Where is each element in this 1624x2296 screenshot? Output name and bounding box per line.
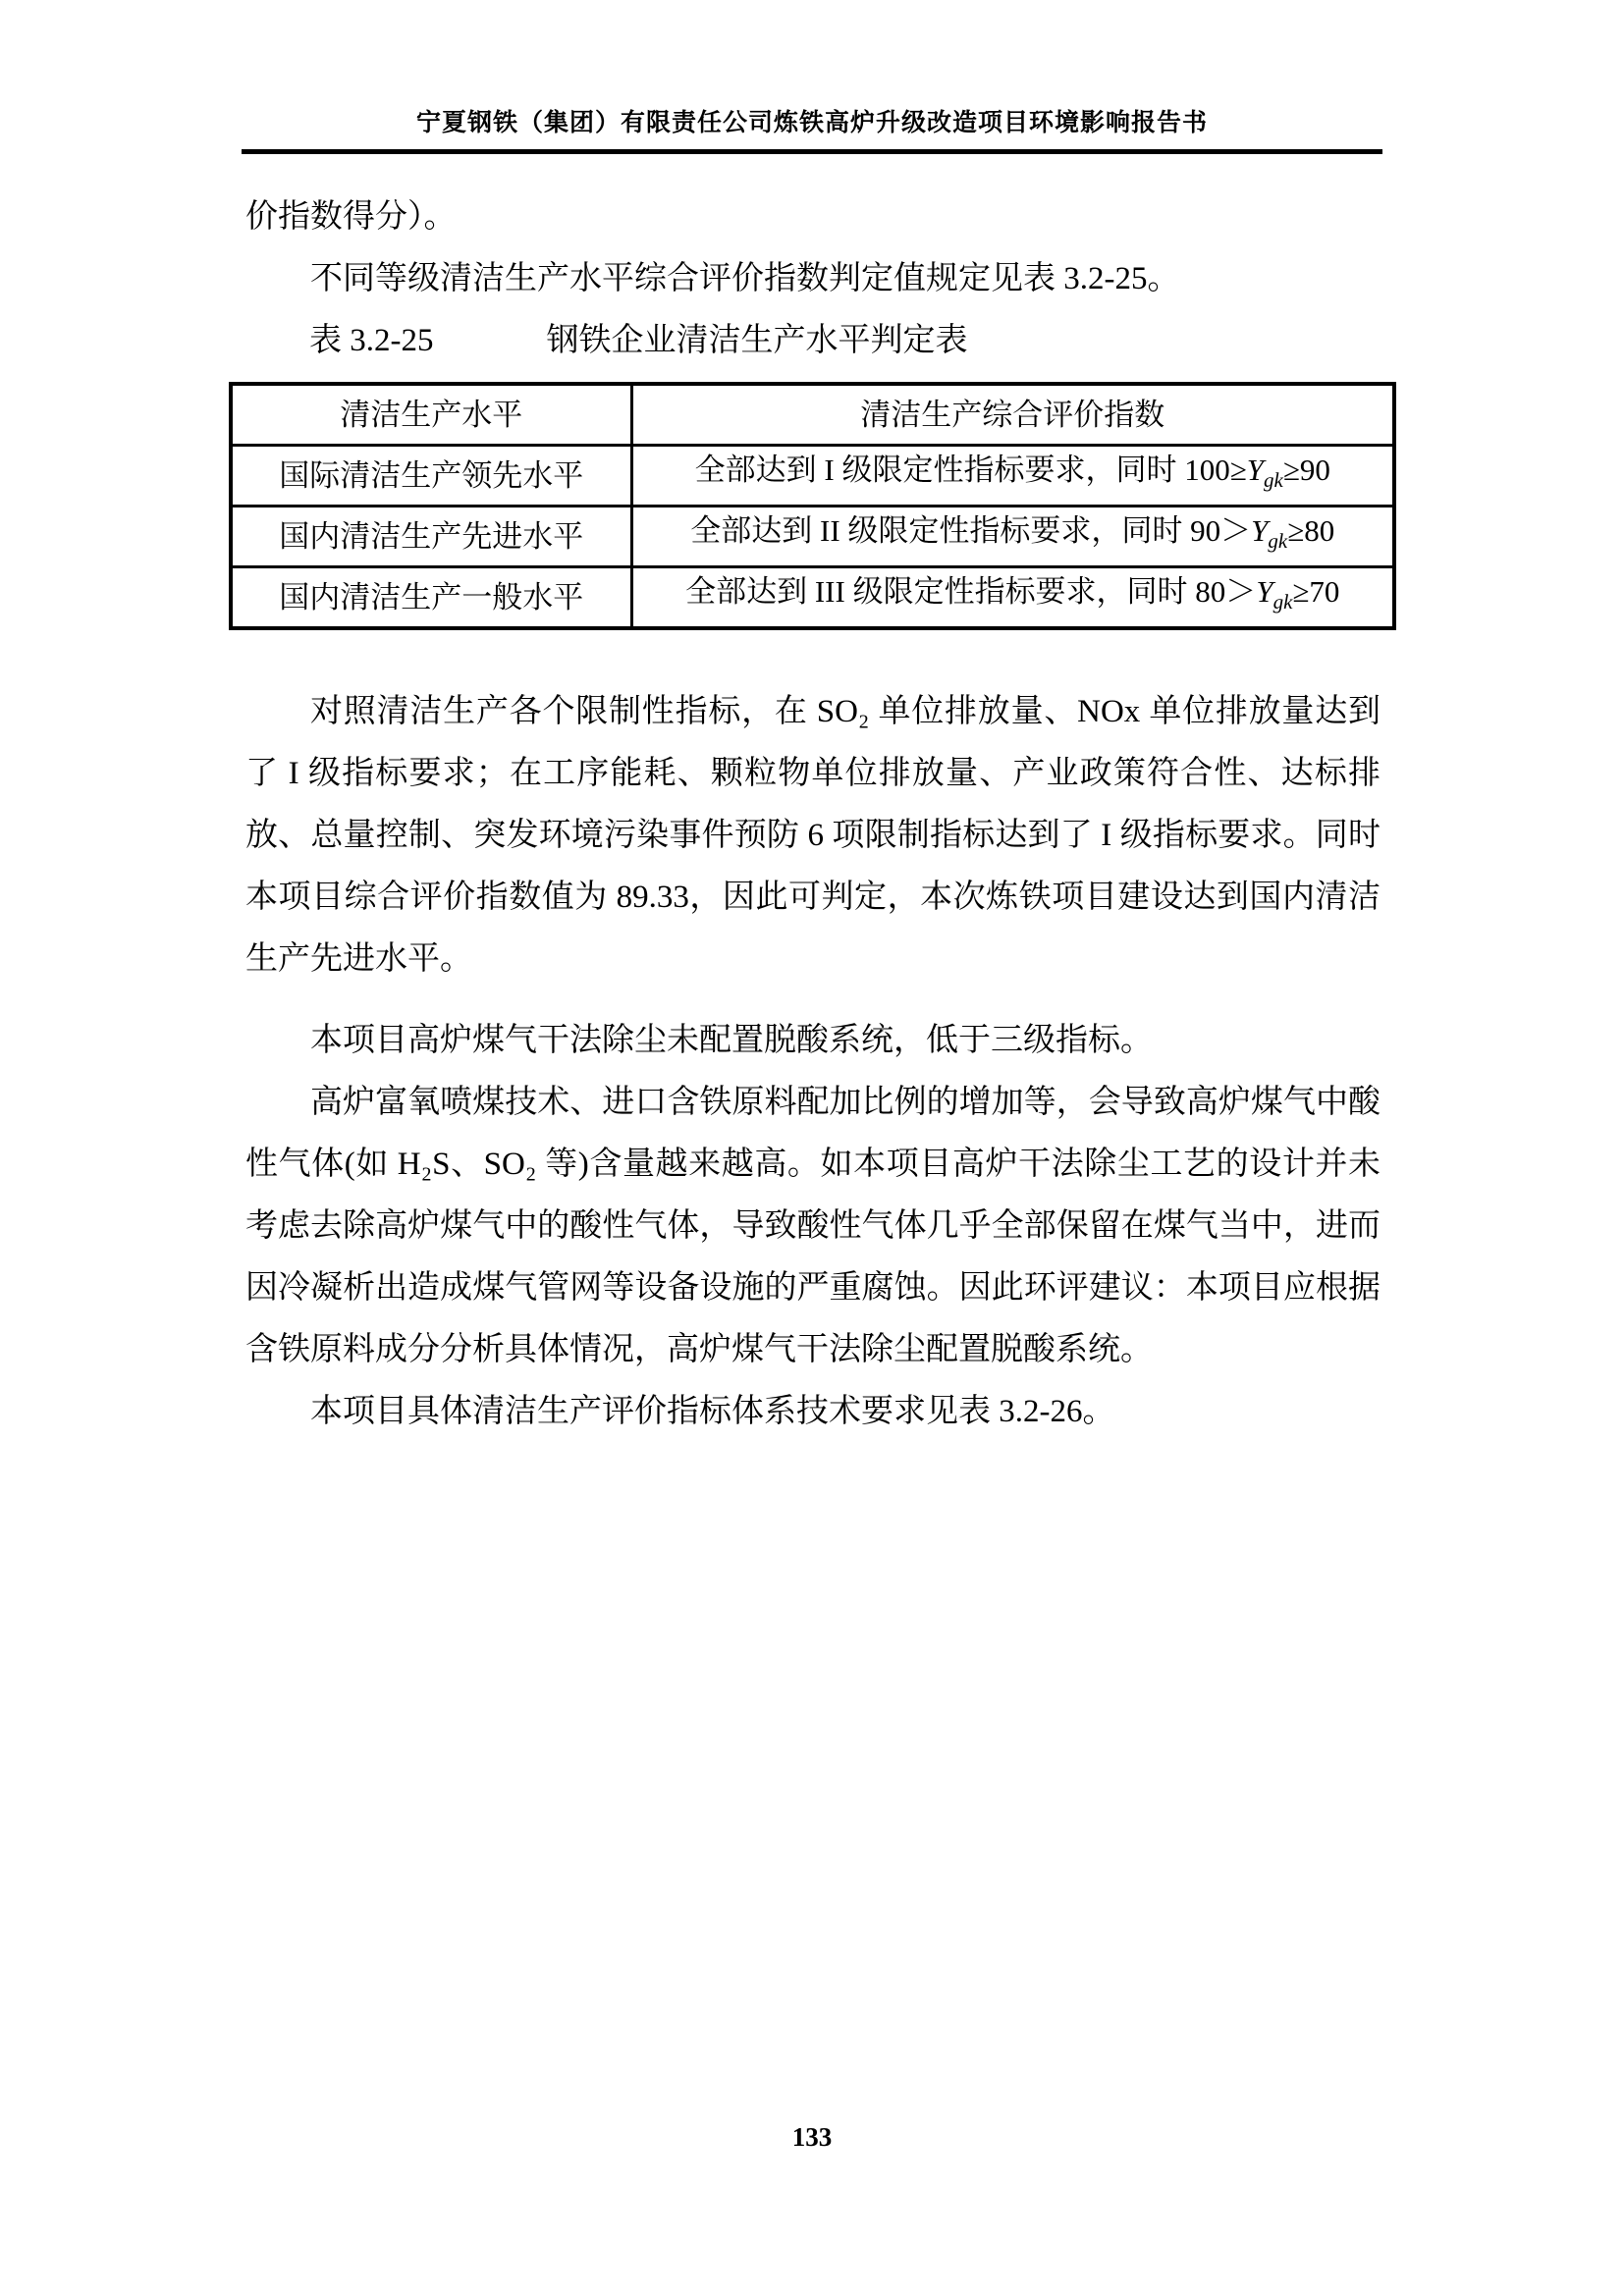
paragraph-continuation: 价指数得分）。 xyxy=(245,199,457,235)
table-caption-title: 钢铁企业清洁生产水平判定表 xyxy=(546,323,968,358)
table-row xyxy=(231,567,1394,629)
table-header-row xyxy=(231,384,1394,446)
table-caption-label: 表 3.2-25 xyxy=(309,323,434,358)
table-caption xyxy=(245,310,1380,372)
paragraph-intro: 不同等级清洁生产水平综合评价指数判定值规定见表 3.2-25。 xyxy=(310,261,1180,296)
page-content xyxy=(245,187,1380,1443)
page-number: 133 xyxy=(791,2122,833,2152)
body-paragraph-cleaner-production-assessment: 对照清洁生产各个限制性指标，在 SO₂ 单位排放量、NOx 单位排放量达到了 I 级指标要求；在工序能耗、颗粒物单位排放量、产业政策符合性、达标排放、总量控制、突发环境污染事件预防 6 项限制指标达到了 I 级指标要求。同时本项目综合评价指数值为 89.33，因此可判定，本次炼铁项目建设达到国内清洁生产先进水平。 xyxy=(245,694,1380,977)
body-paragraph-deacidification-missing: 本项目高炉煤气干法除尘未配置脱酸系统，低于三级指标。 xyxy=(310,1023,1153,1058)
header-title: 宁夏钢铁（集团）有限责任公司炼铁高炉升级改造项目环境影响报告书 xyxy=(415,110,1208,136)
table-header-index: 清洁生产综合评价指数 xyxy=(631,384,1394,446)
cell-production-level: 国内清洁生产一般水平 xyxy=(231,567,631,629)
table-row xyxy=(231,507,1394,567)
cell-production-level: 国际清洁生产领先水平 xyxy=(231,446,631,507)
cleaner-production-level-table xyxy=(229,382,1396,630)
page-footer xyxy=(0,2122,1624,2153)
table-row xyxy=(231,446,1394,507)
cell-production-level: 国内清洁生产先进水平 xyxy=(231,507,631,567)
body-paragraph-see-table-326: 本项目具体清洁生产评价指标体系技术要求见表 3.2-26。 xyxy=(310,1394,1115,1429)
cell-evaluation-criteria: 全部达到 II 级限定性指标要求，同时 $90>Y_{gk}\ge 80$ xyxy=(631,507,1394,567)
body-paragraph-acid-gas-recommendation: 高炉富氧喷煤技术、进口含铁原料配加比例的增加等，会导致高炉煤气中酸性气体(如 H₂S、SO₂ 等)含量越来越高。如本项目高炉干法除尘工艺的设计并未考虑去除高炉煤气中的酸性气体，导致酸性气体几乎全部保留在煤气当中，进而因冷凝析出造成煤气管网等设备设施的严重腐蚀。因此环评建议：本项目应根据含铁原料成分分析具体情况，高炉煤气干法除尘配置脱酸系统。 xyxy=(245,1085,1380,1367)
cell-evaluation-criteria: 全部达到 I 级限定性指标要求，同时 $100\ge Y_{gk}\ge 90$ xyxy=(631,446,1394,507)
cell-evaluation-criteria: 全部达到 III 级限定性指标要求，同时 $80>Y_{gk}\ge 70$ xyxy=(631,567,1394,629)
table-header-level: 清洁生产水平 xyxy=(231,384,631,446)
header-rule xyxy=(242,149,1382,154)
